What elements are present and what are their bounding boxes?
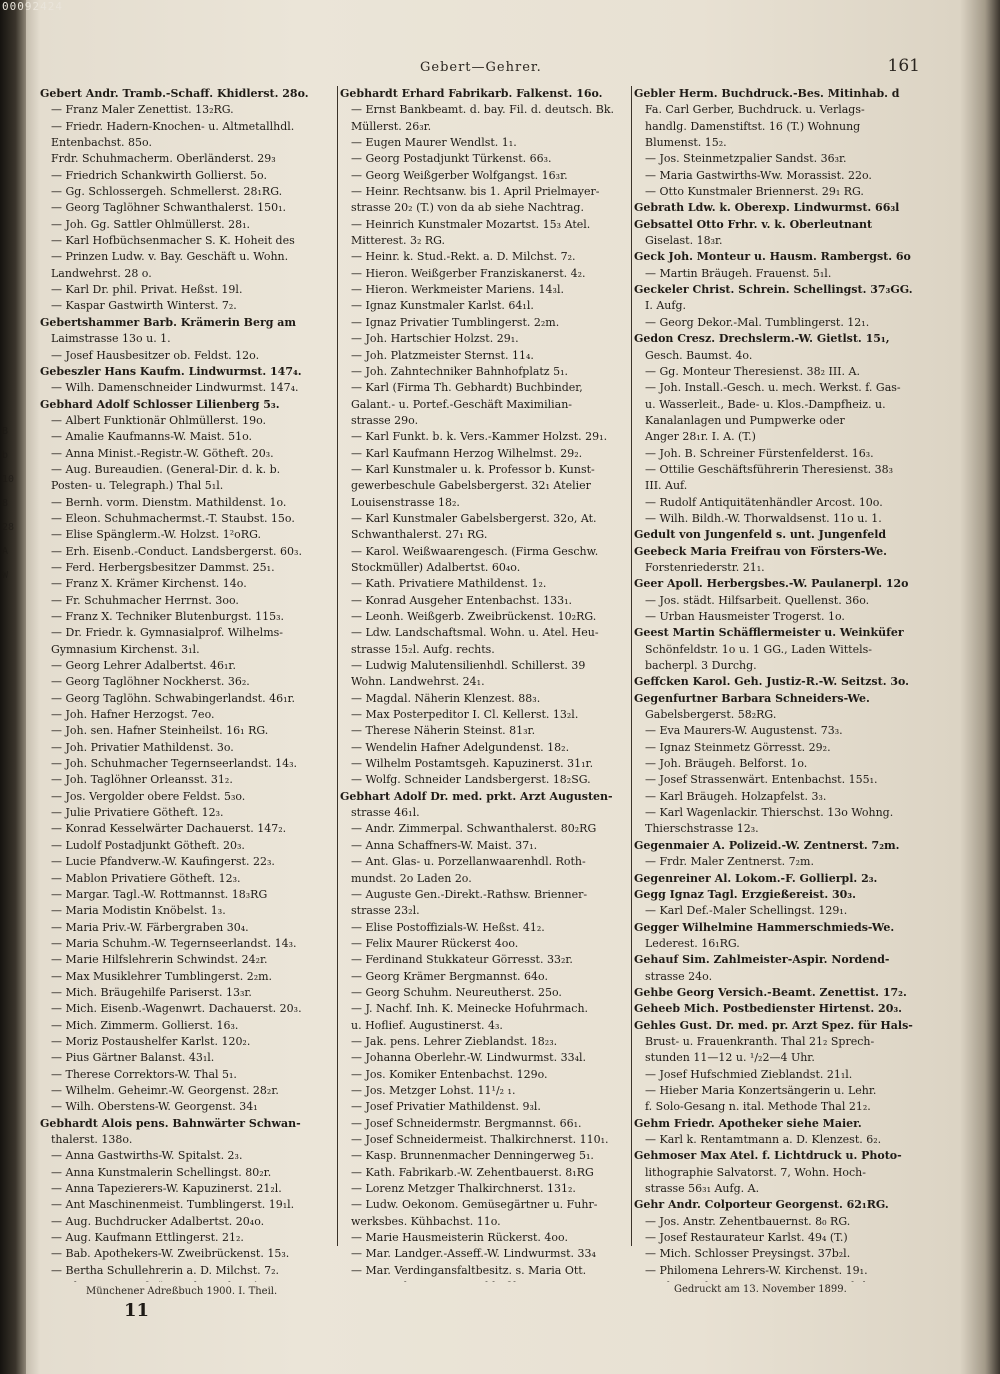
directory-entry: — Joh. B. Schreiner Fürstenfelderst. 16₃. <box>645 446 874 460</box>
directory-entry: — Konrad Ausgeher Entenbachst. 133₁. <box>351 593 572 607</box>
directory-entry-head: Gebeszler Hans Kaufm. Lindwurmst. 147₄. <box>40 364 302 378</box>
directory-entry: — J. Nachf. Inh. K. Meinecke Hofuhrmach. <box>351 1002 589 1016</box>
directory-entry: Fa. Carl Gerber, Buchdruck. u. Verlags- <box>645 103 865 117</box>
directory-entry: Mitterest. 3₂ RG. <box>351 234 446 248</box>
directory-entry: — Anna Minist.-Registr.-W. Götheft. 20₃. <box>51 446 274 460</box>
directory-entry-head: Gebhard Adolf Schlosser Lilienberg 5₃. <box>40 397 280 411</box>
column-rule <box>631 86 632 1246</box>
directory-entry-head: Gehauf Sim. Zahlmeister-Aspir. Nordend- <box>634 953 890 967</box>
directory-entry: — Therese Correktors-W. Thal 5₁. <box>51 1067 237 1081</box>
spine-fragment: 10 <box>2 474 15 485</box>
directory-entry: gewerbeschule Gabelsbergerst. 32₁ Atelier <box>351 479 591 493</box>
directory-entry: — Gg. Monteur Theresienst. 38₂ III. A. <box>645 364 860 378</box>
directory-entry: — Mich. Bräugehilfe Pariserst. 13₃r. <box>51 985 252 999</box>
directory-entry-head: Geebeck Maria Freifrau von Försters-We. <box>634 544 887 558</box>
directory-entry: — Karl Bräugeh. Holzapfelst. 3₃. <box>645 789 827 803</box>
directory-entry: — Joh. Bräugeh. Belforst. 1o. <box>645 757 808 771</box>
directory-entry: — Pius Gärtner Balanst. 43₁l. <box>51 1051 215 1065</box>
directory-entry: — Eva Maurers-W. Augustenst. 73₃. <box>645 724 843 738</box>
directory-entry: — Jos. Komiker Entenbachst. 129o. <box>351 1067 548 1081</box>
directory-entry: — Wolfg. Schneider Landsbergerst. 18₂SG. <box>351 773 591 787</box>
directory-entry: — Margar. Tagl.-W. Rottmannst. 18₃RG <box>51 887 268 901</box>
directory-entry: — Friedrich Schankwirth Gollierst. 5o. <box>51 168 267 182</box>
directory-entry: Landwehrst. 28 o. <box>51 266 152 280</box>
directory-entry: Wohn. Landwehrst. 24₁. <box>351 675 485 689</box>
directory-entry: Schwanthalerst. 27₁ RG. <box>351 528 488 542</box>
directory-entry: — Ignaz Privatier Tumblingerst. 2₂m. <box>351 315 560 329</box>
directory-entry: — Otto Kunstmaler Briennerst. 29₁ RG. <box>645 185 864 199</box>
directory-columns <box>40 86 920 1282</box>
directory-entry: — Ludolf Postadjunkt Götheft. 20₃. <box>51 838 245 852</box>
directory-entry: — Ant. Glas- u. Porzellanwaarenhdl. Roth- <box>351 855 586 869</box>
directory-entry: — Karl Kaufmann Herzog Wilhelmst. 29₂. <box>351 446 583 460</box>
directory-entry: — Hieron. Werkmeister Mariens. 14₃l. <box>351 283 564 297</box>
directory-entry-head: Gebler Herm. Buchdruck.-Bes. Mitinhab. d <box>634 87 900 100</box>
directory-entry: — Karl Dr. phil. Privat. Heßst. 19l. <box>51 283 243 297</box>
directory-entry: — Maria Schuhm.-W. Tegernseerlandst. 14₃. <box>51 936 297 950</box>
directory-entry: — Maria Gastwirths-Ww. Morassist. 22o. <box>645 168 872 182</box>
directory-entry: — Karl Hofbüchsenmacher S. K. Hoheit des <box>51 234 295 248</box>
column-3 <box>634 86 920 1282</box>
page-id-stamp: 00092424 <box>2 0 63 13</box>
directory-entry: Anger 28₁r. I. A. (T.) <box>645 430 756 444</box>
directory-entry: Müllerst. 26₃r. <box>351 119 432 133</box>
directory-entry-head: Geest Martin Schäfflermeister u. Weinküfer <box>634 626 904 640</box>
directory-entry: — Mich. Eisenb.-Wagenwrt. Dachauerst. 20₃. <box>51 1002 302 1016</box>
directory-entry-head: Gebsattel Otto Frhr. v. k. Oberleutnant <box>634 217 873 231</box>
directory-entry: Louisenstrasse 18₂. <box>351 495 460 509</box>
directory-entry: — Mar. Verdingansfaltbesitz. s. Maria Ott. <box>351 1263 587 1277</box>
directory-entry: — Ludwig Malutensilienhdl. Schillerst. 39 <box>351 659 586 673</box>
directory-entry: — Jos. Steinmetzpalier Sandst. 36₃r. <box>645 152 847 166</box>
directory-entry: — Josef Privatier Mathildenst. 9₃l. <box>351 1100 541 1114</box>
directory-entry: — Anna Gastwirths-W. Spitalst. 2₃. <box>51 1149 243 1163</box>
directory-entry: — Franz X. Krämer Kirchenst. 14o. <box>51 577 247 591</box>
directory-entry: strasse 23₂l. <box>351 904 420 918</box>
column-1 <box>40 86 336 1282</box>
directory-entry: — Heinrich Kunstmaler Mozartst. 15₃ Atel. <box>351 217 591 231</box>
directory-entry-head: Gehr Andr. Colporteur Georgenst. 62₁RG. <box>634 1198 889 1212</box>
directory-entry: — Jos. Metzger Lohst. 11¹/₂ ₁. <box>351 1083 516 1097</box>
directory-entry: — Hieber Maria Konzertsängerin u. Lehr. <box>645 1083 877 1097</box>
imprint-line: Münchener Adreßbuch 1900. I. Theil. <box>86 1286 278 1297</box>
spine-fragment: A <box>2 546 9 557</box>
directory-entry: — Maria Modistin Knöbelst. 1₃. <box>51 904 226 918</box>
directory-entry: — Lucie Pfandverw.-W. Kaufingerst. 22₃. <box>51 855 275 869</box>
directory-entry-head: Gehm Friedr. Apotheker siehe Maier. <box>634 1116 862 1130</box>
directory-entry <box>634 1279 920 1282</box>
directory-entry: — Anna Tapezierers-W. Kapuzinerst. 21₂l. <box>51 1182 282 1196</box>
directory-entry: — Franz X. Techniker Blutenburgst. 115₃. <box>51 610 285 623</box>
directory-entry: Laimstrasse 13o u. 1. <box>51 332 171 346</box>
directory-entry: Galant.- u. Portef.-Geschäft Maximilian- <box>351 397 572 411</box>
directory-entry: — Jos. Anstr. Zehentbauernst. 8₀ RG. <box>645 1214 851 1228</box>
directory-entry: — Eugen Maurer Wendlst. 1₁. <box>351 136 517 150</box>
directory-entry: — Karl Wagenlackir. Thierschst. 13o Wohng. <box>645 806 894 820</box>
directory-entry: — Jos. Vergolder obere Feldst. 5₃o. <box>51 789 246 803</box>
directory-entry: u. Hoflief. Augustinerst. 4₃. <box>351 1018 503 1032</box>
column-2 <box>340 86 630 1282</box>
directory-entry: Blumenst. 15₂. <box>645 136 727 150</box>
directory-entry: Giselast. 18₃r. <box>645 234 723 248</box>
directory-entry: — Ldw. Landschaftsmal. Wohn. u. Atel. Heu- <box>351 626 599 640</box>
directory-entry: Forstenriederstr. 21₁. <box>645 560 765 574</box>
directory-entry: — Josef Restaurateur Karlst. 49₄ (T.) <box>645 1231 848 1245</box>
directory-entry: thalerst. 138o. <box>51 1133 133 1146</box>
directory-entry-head: Gehbe Georg Versich.-Beamt. Zenettist. 17₂. <box>634 985 907 999</box>
directory-entry: — Bertha Schullehrerin a. D. Milchst. 7₂. <box>51 1263 280 1277</box>
spine-fragment: b <box>2 450 9 461</box>
directory-entry: — Philomena Lehrers-W. Kirchenst. 19₁. <box>645 1263 868 1277</box>
directory-entry-head: Gebhart Adolf Dr. med. prkt. Arzt Augusten- <box>340 789 613 803</box>
directory-entry: — Joh. Zahntechniker Bahnhofplatz 5₁. <box>351 364 569 378</box>
directory-entry: f. Solo-Gesang n. ital. Methode Thal 21₂. <box>645 1100 871 1114</box>
directory-entry: — Auguste Gen.-Direkt.-Rathsw. Brienner- <box>351 887 588 901</box>
directory-entry: — Joh. Taglöhner Orleansst. 31₂. <box>51 773 233 787</box>
directory-entry: Lederest. 16₁RG. <box>645 936 740 950</box>
directory-entry-head: Gedon Cresz. Drechslerm.-W. Gietlst. 15₁, <box>634 332 890 346</box>
directory-entry: — Heinr. Rechtsanw. bis 1. April Prielmayer- <box>351 185 600 199</box>
spine-fragment: W <box>2 570 9 581</box>
directory-entry: — Ant Maschinenmeist. Tumblingerst. 19₁l. <box>51 1198 295 1212</box>
directory-entry: — Georg Weißgerber Wolfgangst. 16₃r. <box>351 168 568 182</box>
directory-entry: — Karl Def.-Maler Schellingst. 129₁. <box>645 904 848 918</box>
directory-entry: — Elise Spänglerm.-W. Holzst. 1²oRG. <box>51 528 261 542</box>
directory-entry: — Georg Schuhm. Neureutherst. 25o. <box>351 985 562 999</box>
directory-entry: — Georg Taglöhn. Schwabingerlandst. 46₁r. <box>51 691 296 705</box>
directory-entry: — Julie Privatiere Götheft. 12₃. <box>51 806 224 820</box>
sheet-signature: 11 <box>124 1300 150 1321</box>
printed-date: Gedruckt am 13. November 1899. <box>674 1284 847 1295</box>
directory-entry: — Mablon Privatiere Götheft. 12₃. <box>51 871 241 885</box>
directory-entry: lithographie Salvatorst. 7, Wohn. Hoch- <box>645 1165 866 1179</box>
directory-entry: Gymnasium Kirchenst. 3₁l. <box>51 642 200 656</box>
directory-entry-head: Gegenfurtner Barbara Schneiders-We. <box>634 691 870 705</box>
directory-entry: — Wilhelm. Geheimr.-W. Georgenst. 28₂r. <box>51 1083 279 1097</box>
column-rule <box>337 86 338 1246</box>
directory-entry: Schönfeldstr. 1o u. 1 GG., Laden Wittels- <box>645 642 872 656</box>
directory-entry: — Max Posterpeditor I. Cl. Kellerst. 13₂l. <box>351 708 579 722</box>
directory-entry: — Joh. Platzmeister Sternst. 11₄. <box>351 348 534 362</box>
directory-entry: handlg. Damenstiftst. 16 (T.) Wohnung <box>645 119 861 133</box>
directory-entry: — Heinr. k. Stud.-Rekt. a. D. Milchst. 7₂. <box>351 250 576 264</box>
directory-entry: — Gg. Schlossergeh. Schmellerst. 28₁RG. <box>51 185 283 199</box>
directory-entry: — Joh. sen. Hafner Steinheilst. 16₁ RG. <box>51 724 269 738</box>
directory-entry <box>40 1279 336 1282</box>
directory-entry: — Karl Kunstmaler u. k. Professor b. Kunst- <box>351 462 595 476</box>
directory-entry: strasse 15₂l. Aufg. rechts. <box>351 642 495 656</box>
directory-entry: — Felix Maurer Rückerst 4oo. <box>351 936 519 950</box>
directory-entry: — Johanna Oberlehr.-W. Lindwurmst. 33₄l. <box>351 1051 586 1065</box>
directory-entry-head: Geheeb Mich. Postbedienster Hirtenst. 20₃. <box>634 1002 902 1016</box>
directory-entry: — Karl Kunstmaler Gabelsbergerst. 32o, At. <box>351 511 597 525</box>
directory-entry: — Joh. Hafner Herzogst. 7eo. <box>51 708 215 722</box>
directory-entry: — Joh. Install.-Gesch. u. mech. Werkst. f. Gas- <box>645 381 901 395</box>
directory-entry: — Aug. Buchdrucker Adalbertst. 20₄o. <box>51 1214 265 1228</box>
directory-entry-head: Gegger Wilhelmine Hammerschmieds-We. <box>634 920 895 934</box>
directory-entry: — Amalie Kaufmanns-W. Maist. 51o. <box>51 430 253 444</box>
directory-entry: — Kasp. Brunnenmacher Denningerweg 5₁. <box>351 1149 594 1163</box>
directory-entry: — Anna Kunstmalerin Schellingst. 80₂r. <box>51 1165 272 1179</box>
directory-entry-head: Gebhardt Erhard Fabrikarb. Falkenst. 16o. <box>340 87 603 100</box>
directory-entry: — Bab. Apothekers-W. Zweibrückenst. 15₃. <box>51 1247 290 1261</box>
directory-entry: — Mich. Schlosser Preysingst. 37b₂l. <box>645 1247 851 1261</box>
directory-entry: Stockmüller) Adalbertst. 60₄o. <box>351 560 521 574</box>
directory-entry: — Konrad Kesselwärter Dachauerst. 147₂. <box>51 822 287 836</box>
directory-entry: — Wilhelm Postamtsgeh. Kapuzinerst. 31₁r. <box>351 757 594 771</box>
directory-entry: — Martin Bräugeh. Frauenst. 5₁l. <box>645 266 832 280</box>
page-footer <box>40 1286 920 1346</box>
directory-entry-head: Gebrath Ldw. k. Oberexp. Lindwurmst. 66₃l <box>634 201 900 215</box>
directory-entry: Posten- u. Telegraph.) Thal 5₁l. <box>51 479 224 493</box>
directory-entry-head: Gehmoser Max Atel. f. Lichtdruck u. Photo- <box>634 1149 902 1163</box>
directory-entry: Gabelsbergerst. 58₂RG. <box>645 708 777 722</box>
directory-entry: bacherpl. 3 Durchg. <box>645 659 757 673</box>
running-head: Gebert—Gehrer. <box>420 60 542 75</box>
directory-entry: strasse 56₃₁ Aufg. A. <box>645 1182 760 1196</box>
directory-entry: — Frdr. Maler Zentnerst. 7₂m. <box>645 855 814 869</box>
directory-entry: Brust- u. Frauenkranth. Thal 21₂ Sprech- <box>645 1034 875 1048</box>
directory-entry: — Aug. Kaufmann Ettlingerst. 21₂. <box>51 1231 244 1245</box>
directory-entry-head: Gebhardt Alois pens. Bahnwärter Schwan- <box>40 1116 301 1130</box>
directory-entry: — Wendelin Hafner Adelgundenst. 18₂. <box>351 740 570 754</box>
directory-entry: — Urban Hausmeister Trogerst. 1o. <box>645 610 845 623</box>
directory-entry: — Prinzen Ludw. v. Bay. Geschäft u. Wohn. <box>51 250 289 264</box>
directory-entry: — Georg Taglöhner Schwanthalerst. 150₁. <box>51 201 287 215</box>
page-header <box>40 54 920 80</box>
directory-entry-head: Gebert Andr. Tramb.-Schaff. Khidlerst. 28o. <box>40 87 309 100</box>
directory-entry: — Ferd. Herbergsbesitzer Dammst. 25₁. <box>51 560 275 574</box>
directory-entry: — Kath. Fabrikarb.-W. Zehentbauerst. 8₁RG <box>351 1165 594 1179</box>
directory-entry: — Hieron. Weißgerber Franziskanerst. 4₂. <box>351 266 586 280</box>
directory-entry-head: Gehles Gust. Dr. med. pr. Arzt Spez. für Hals- <box>634 1018 913 1032</box>
directory-entry: — Josef Schneidermeist. Thalkirchnerst. 110₁. <box>351 1133 609 1146</box>
spine-fragment: 28 <box>2 522 15 533</box>
directory-entry: — Bernh. vorm. Dienstm. Mathildenst. 1o. <box>51 495 287 509</box>
directory-entry-head: Gebertshammer Barb. Krämerin Berg am <box>40 315 297 329</box>
directory-entry: — Josef Schneidermstr. Bergmannst. 66₁. <box>351 1116 582 1130</box>
directory-entry: I. Aufg. <box>645 299 686 313</box>
directory-entry: Gesch. Baumst. 4o. <box>645 348 753 362</box>
directory-entry: strasse 29o. <box>351 413 419 427</box>
directory-entry: werksbes. Kühbachst. 11o. <box>351 1214 501 1228</box>
directory-entry: — Karl Funkt. b. k. Vers.-Kammer Holzst. 29₁. <box>351 430 608 444</box>
directory-entry: — Rudolf Antiquitätenhändler Arcost. 10o. <box>645 495 883 509</box>
directory-entry: — Maria Priv.-W. Färbergraben 30₄. <box>51 920 249 934</box>
directory-entry: — Ignaz Steinmetz Görresst. 29₂. <box>645 740 831 754</box>
directory-entry: — Josef Strassenwärt. Entenbachst. 155₁. <box>645 773 878 787</box>
page-number: 161 <box>887 56 920 76</box>
directory-entry: — Ottilie Geschäftsführerin Theresienst. 38₃ <box>645 462 894 476</box>
directory-entry: strasse 24o. <box>645 969 713 983</box>
directory-entry: — Eleon. Schuhmachermst.-T. Staubst. 15o. <box>51 511 295 525</box>
directory-entry: — Georg Dekor.-Mal. Tumblingerst. 12₁. <box>645 315 870 329</box>
directory-entry: — Erh. Eisenb.-Conduct. Landsbergerst. 60₃. <box>51 544 302 558</box>
directory-entry: — Wilh. Bildh.-W. Thorwaldsenst. 11o u. 1. <box>645 511 882 525</box>
directory-entry-head: Gedult von Jungenfeld s. unt. Jungenfeld <box>634 528 887 542</box>
directory-entry: — Wilh. Damenschneider Lindwurmst. 147₄. <box>51 381 299 395</box>
directory-entry: — Ernst Bankbeamt. d. bay. Fil. d. deutsch. Bk. <box>351 103 615 117</box>
directory-entry: — Aug. Bureaudien. (General-Dir. d. k. b. <box>51 462 281 476</box>
directory-entry: — Jak. pens. Lehrer Zieblandst. 18₂₃. <box>351 1034 558 1048</box>
directory-entry-head: Geck Joh. Monteur u. Hausm. Rambergst. 6o <box>634 250 911 264</box>
directory-entry: — Ignaz Kunstmaler Karlst. 64₁l. <box>351 299 534 313</box>
directory-entry: strasse 46₁l. <box>351 806 420 820</box>
directory-entry: — Anna Schaffners-W. Maist. 37₁. <box>351 838 538 852</box>
directory-entry-head: Gegg Ignaz Tagl. Erzgießereist. 30₃. <box>634 887 856 901</box>
directory-entry: — Karl k. Rentamtmann a. D. Klenzest. 6₂. <box>645 1133 882 1146</box>
directory-entry: — Georg Postadjunkt Türkenst. 66₃. <box>351 152 552 166</box>
directory-entry: — Ferdinand Stukkateur Görresst. 33₂r. <box>351 953 573 967</box>
directory-entry: stunden 11—12 u. ¹/₂2—4 Uhr. <box>645 1051 815 1065</box>
directory-entry: — Albert Funktionär Ohlmüllerst. 19o. <box>51 413 267 427</box>
directory-entry: mundst. 2o Laden 2o. <box>351 871 472 885</box>
directory-entry: — Josef Hufschmied Zieblandst. 21₁l. <box>645 1067 853 1081</box>
spine-fragment: B <box>2 426 9 437</box>
directory-entry-head: Gegenreiner Al. Lokom.-F. Gollierpl. 2₃. <box>634 871 878 885</box>
directory-entry: Entenbachst. 85o. <box>51 136 152 150</box>
directory-entry: Thierschstrasse 12₃. <box>645 822 759 836</box>
directory-entry: — Kaspar Gastwirth Winterst. 7₂. <box>51 299 237 313</box>
directory-entry: — Marie Hilfslehrerin Schwindst. 24₂r. <box>51 953 268 967</box>
directory-entry-head: Geer Apoll. Herbergsbes.-W. Paulanerpl. 12o <box>634 577 909 591</box>
spine-fragment: 8 <box>2 498 9 509</box>
directory-entry: — Kath. Privatiere Mathildenst. 1₂. <box>351 577 547 591</box>
directory-entry: — Karl (Firma Th. Gebhardt) Buchbinder, <box>351 381 583 395</box>
directory-entry: — Georg Taglöhner Nockherst. 36₂. <box>51 675 250 689</box>
directory-entry: — Mar. Landger.-Asseff.-W. Lindwurmst. 33₄ <box>351 1247 596 1261</box>
directory-entry: — Josef Hausbesitzer ob. Feldst. 12o. <box>51 348 260 362</box>
directory-entry: — Andr. Zimmerpal. Schwanthalerst. 80₂RG <box>351 822 597 836</box>
directory-entry: Kanalanlagen und Pumpwerke oder <box>645 413 845 427</box>
directory-entry: — Moriz Postaushelfer Karlst. 120₂. <box>51 1034 251 1048</box>
directory-entry-head: Geckeler Christ. Schrein. Schellingst. 37₃GG. <box>634 283 913 297</box>
binding-edge <box>0 0 63 1374</box>
directory-entry: — Friedr. Hadern-Knochen- u. Altmetallhdl. <box>51 119 295 133</box>
directory-entry: — Franz Maler Zenettist. 13₂RG. <box>51 103 234 117</box>
directory-entry: — Wilh. Oberstens-W. Georgenst. 34₁ <box>51 1100 258 1114</box>
directory-entry: — Elise Postoffizials-W. Heßst. 41₂. <box>351 920 545 934</box>
directory-entry <box>340 1279 630 1282</box>
directory-entry-head: Geffcken Karol. Geh. Justiz-R.-W. Seitzst. 3o. <box>634 675 909 689</box>
directory-entry: — Ludw. Oekonom. Gemüsegärtner u. Fuhr- <box>351 1198 598 1212</box>
directory-entry: — Lorenz Metzger Thalkirchnerst. 131₂. <box>351 1182 576 1196</box>
directory-entry: III. Auf. <box>645 479 688 493</box>
directory-entry: — Joh. Schuhmacher Tegernseerlandst. 14₃. <box>51 757 298 771</box>
directory-entry: — Therese Näherin Steinst. 81₃r. <box>351 724 536 738</box>
directory-entry: — Max Musiklehrer Tumblingerst. 2₂m. <box>51 969 273 983</box>
directory-entry: — Georg Krämer Bergmannst. 64o. <box>351 969 548 983</box>
directory-entry: Frdr. Schuhmacherm. Oberländerst. 29₃ <box>51 152 276 166</box>
directory-entry: — Karol. Weißwaarengesch. (Firma Geschw. <box>351 544 599 558</box>
directory-entry: — Joh. Privatier Mathildenst. 3o. <box>51 740 234 754</box>
directory-entry: — Marie Hausmeisterin Rückerst. 4oo. <box>351 1231 568 1245</box>
directory-entry: — Joh. Hartschier Holzst. 29₁. <box>351 332 519 346</box>
directory-entry-head: Gegenmaier A. Polizeid.-W. Zentnerst. 7₂m. <box>634 838 900 852</box>
directory-entry: — Dr. Friedr. k. Gymnasialprof. Wilhelms- <box>51 626 283 640</box>
directory-entry: — Leonh. Weißgerb. Zweibrückenst. 10₂RG. <box>351 610 597 623</box>
directory-entry: — Georg Lehrer Adalbertst. 46₁r. <box>51 659 236 673</box>
adjacent-page-fragments <box>2 420 24 588</box>
directory-entry: strasse 20₂ (T.) von da ab siehe Nachtrag. <box>351 201 584 215</box>
directory-entry: — Fr. Schuhmacher Herrnst. 3oo. <box>51 593 239 607</box>
directory-entry: — Mich. Zimmerm. Gollierst. 16₃. <box>51 1018 239 1032</box>
directory-entry: — Joh. Gg. Sattler Ohlmüllerst. 28₁. <box>51 217 251 231</box>
directory-entry: u. Wasserleit., Bade- u. Klos.-Dampfheiz. u. <box>645 397 886 411</box>
directory-entry: — Magdal. Näherin Klenzest. 88₃. <box>351 691 541 705</box>
directory-entry: — Jos. städt. Hilfsarbeit. Quellenst. 36o. <box>645 593 870 607</box>
